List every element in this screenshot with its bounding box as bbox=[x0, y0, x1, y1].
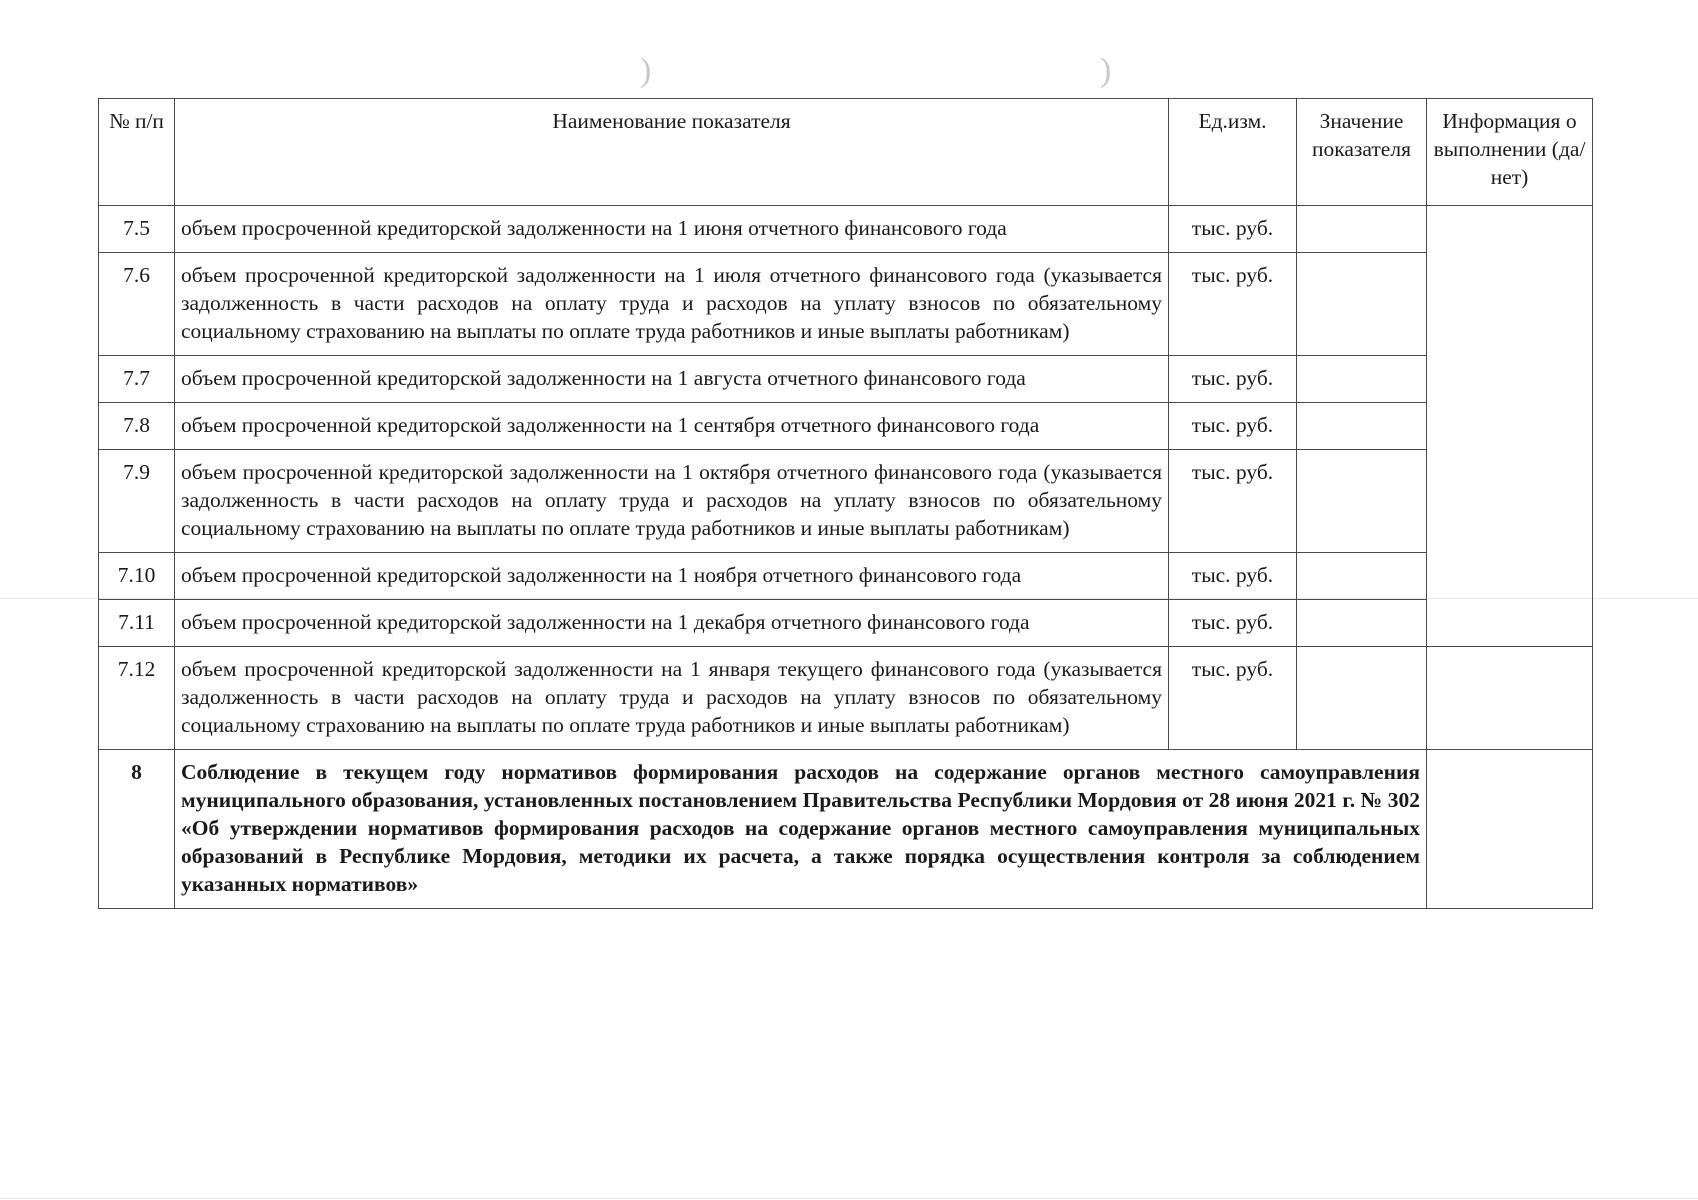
table-row bbox=[99, 206, 1593, 253]
header-name: Наименование показателя bbox=[175, 99, 1169, 206]
table-row bbox=[99, 553, 1593, 600]
row-value-cell[interactable] bbox=[1297, 206, 1427, 253]
row-num: 7.9 bbox=[99, 450, 175, 553]
row-name: объем просроченной кредиторской задолженности на 1 июня отчетного финансового года bbox=[175, 206, 1169, 253]
row-unit: тыс. руб. bbox=[1169, 206, 1297, 253]
row-value-cell[interactable] bbox=[1297, 647, 1427, 750]
row-unit: тыс. руб. bbox=[1169, 356, 1297, 403]
row-unit: тыс. руб. bbox=[1169, 600, 1297, 647]
row-info-cell[interactable] bbox=[1427, 647, 1593, 750]
table-row bbox=[99, 403, 1593, 450]
table-row-8 bbox=[99, 750, 1593, 909]
table-row bbox=[99, 253, 1593, 356]
row-name: объем просроченной кредиторской задолженности на 1 июля отчетного финансового года (указывается задолженность в части расходов на оплату труда и расходов на уплату взносов по обязательному социальному страхованию на выплаты по оплате труда работников и иные выплаты работникам) bbox=[175, 253, 1169, 356]
row-unit: тыс. руб. bbox=[1169, 450, 1297, 553]
row-value-cell[interactable] bbox=[1297, 600, 1427, 647]
header-unit: Ед.изм. bbox=[1169, 99, 1297, 206]
scan-line-bottom bbox=[0, 1198, 1698, 1199]
table-header-row bbox=[99, 99, 1593, 206]
row-name: объем просроченной кредиторской задолженности на 1 сентября отчетного финансового года bbox=[175, 403, 1169, 450]
table-row bbox=[99, 450, 1593, 553]
row-value-cell[interactable] bbox=[1297, 253, 1427, 356]
row-num: 7.11 bbox=[99, 600, 175, 647]
row-unit: тыс. руб. bbox=[1169, 253, 1297, 356]
indicators-table bbox=[98, 98, 1593, 909]
row-value-cell[interactable] bbox=[1297, 553, 1427, 600]
row-num: 7.12 bbox=[99, 647, 175, 750]
row-name: Соблюдение в текущем году нормативов формирования расходов на содержание органов местного самоуправления муниципального образования, установленных постановлением Правительства Республики Мордовия от 28 июня 2021 г. № 302 «Об утверждении нормативов формирования расходов на содержание органов местного самоуправления муниципальных образований в Республике Мордовия, методики их расчета, а также порядка осуществления контроля за соблюдением указанных нормативов» bbox=[175, 750, 1427, 909]
info-cell-merged[interactable] bbox=[1427, 206, 1593, 647]
table-row bbox=[99, 356, 1593, 403]
row-num: 8 bbox=[99, 750, 175, 909]
row-unit: тыс. руб. bbox=[1169, 553, 1297, 600]
row-info-cell[interactable] bbox=[1427, 750, 1593, 909]
row-num: 7.6 bbox=[99, 253, 175, 356]
row-value-cell[interactable] bbox=[1297, 403, 1427, 450]
row-name: объем просроченной кредиторской задолженности на 1 августа отчетного финансового года bbox=[175, 356, 1169, 403]
row-name: объем просроченной кредиторской задолженности на 1 декабря отчетного финансового года bbox=[175, 600, 1169, 647]
scan-mark-right: ) bbox=[1100, 52, 1112, 89]
row-name: объем просроченной кредиторской задолженности на 1 октября отчетного финансового года (указывается задолженность в части расходов на оплату труда и расходов на уплату взносов по обязательному социальному страхованию на выплаты по оплате труда работников и иные выплаты работникам) bbox=[175, 450, 1169, 553]
row-unit: тыс. руб. bbox=[1169, 403, 1297, 450]
header-num: № п/п bbox=[99, 99, 175, 206]
table-row bbox=[99, 600, 1593, 647]
row-value-cell[interactable] bbox=[1297, 356, 1427, 403]
row-num: 7.8 bbox=[99, 403, 175, 450]
table-row bbox=[99, 647, 1593, 750]
row-unit: тыс. руб. bbox=[1169, 647, 1297, 750]
row-name: объем просроченной кредиторской задолженности на 1 ноября отчетного финансового года bbox=[175, 553, 1169, 600]
row-num: 7.7 bbox=[99, 356, 175, 403]
header-info: Информация о выполнении (да/ нет) bbox=[1427, 99, 1593, 206]
scan-mark-left: ) bbox=[640, 52, 652, 89]
header-value: Значение показателя bbox=[1297, 99, 1427, 206]
row-num: 7.10 bbox=[99, 553, 175, 600]
row-num: 7.5 bbox=[99, 206, 175, 253]
row-name: объем просроченной кредиторской задолженности на 1 января текущего финансового года (указывается задолженность в части расходов на оплату труда и расходов на уплату взносов по обязательному социальному страхованию на выплаты по оплате труда работников и иные выплаты работникам) bbox=[175, 647, 1169, 750]
row-value-cell[interactable] bbox=[1297, 450, 1427, 553]
